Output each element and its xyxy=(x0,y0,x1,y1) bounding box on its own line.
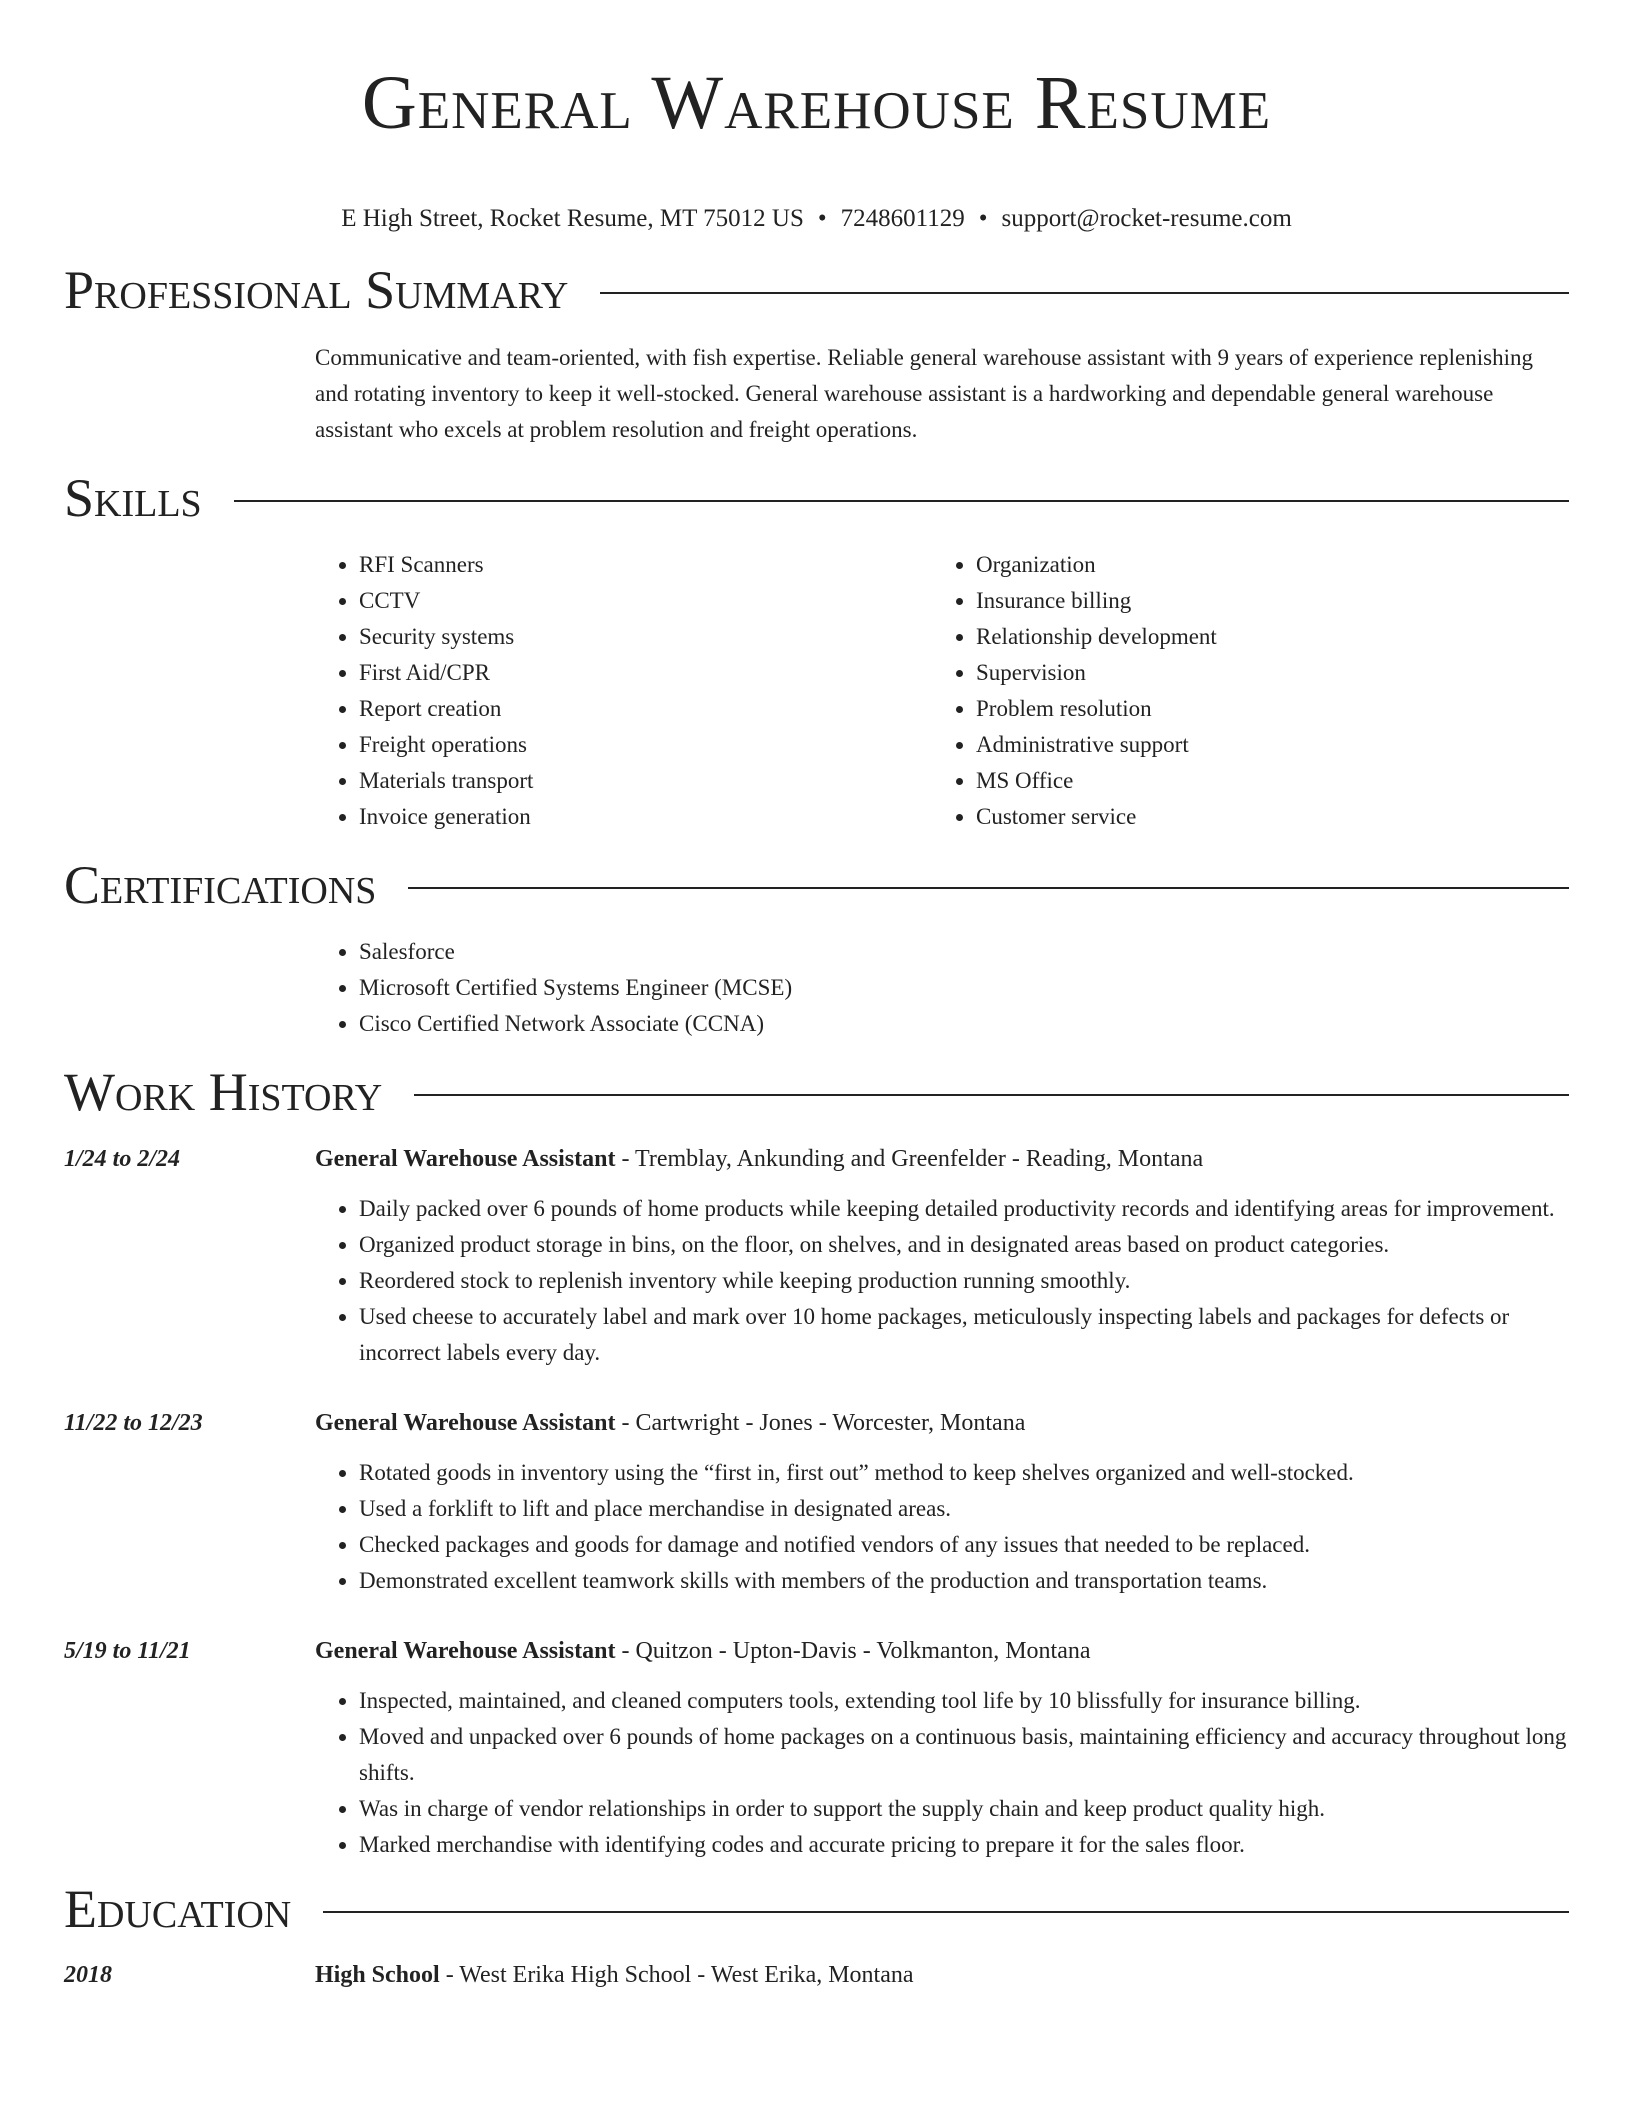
skill-item: • CCTV xyxy=(359,583,932,619)
job-bullet: • Moved and unpacked over 6 pounds of home packages on a continuous basis, maintaining efficiency and accuracy throughout long shifts. xyxy=(359,1719,1569,1791)
job-bullet: • Used a forklift to lift and place merchandise in designated areas. xyxy=(359,1491,1569,1527)
skills-column-right xyxy=(932,547,1552,835)
education-heading: Education xyxy=(64,1879,292,1939)
job-bullet: • Reordered stock to replenish inventory while keeping production running smoothly. xyxy=(359,1263,1569,1299)
job-title: General Warehouse Assistant xyxy=(315,1410,616,1436)
skill-item: • Insurance billing xyxy=(976,583,1552,619)
section-divider xyxy=(600,292,1569,294)
skill-item: • Security systems xyxy=(359,619,932,655)
certifications-section-header xyxy=(64,853,1569,917)
job-bullet: • Checked packages and goods for damage and notified vendors of any issues that needed to be replaced. xyxy=(359,1527,1569,1563)
job-bullet: • Marked merchandise with identifying codes and accurate pricing to prepare it for the sales floor. xyxy=(359,1827,1569,1863)
job-bullet: • Was in charge of vendor relationships in order to support the supply chain and keep product quality high. xyxy=(359,1791,1569,1827)
skill-item: • Customer service xyxy=(976,799,1552,835)
education-heading-line xyxy=(315,1957,914,1993)
job-bullet: • Organized product storage in bins, on the floor, on shelves, and in designated areas based on product categories. xyxy=(359,1227,1569,1263)
job-bullets xyxy=(315,1455,1569,1599)
job-entry xyxy=(64,1141,1569,1371)
skill-item: • Problem resolution xyxy=(976,691,1552,727)
contact-address: E High Street, Rocket Resume, MT 75012 US xyxy=(341,205,804,232)
job-entry xyxy=(64,1405,1569,1599)
work-history-section-header xyxy=(64,1060,1569,1124)
education-year: 2018 xyxy=(64,1962,112,1988)
skill-item: • Report creation xyxy=(359,691,932,727)
job-dates: 11/22 to 12/23 xyxy=(64,1410,203,1436)
section-divider xyxy=(414,1094,1569,1096)
certification-item: • Cisco Certified Network Associate (CCNA) xyxy=(359,1006,1569,1042)
job-employer: - Quitzon - Upton-Davis - Volkmanton, Montana xyxy=(615,1638,1091,1664)
job-bullet: • Demonstrated excellent teamwork skills with members of the production and transportation teams. xyxy=(359,1563,1569,1599)
job-employer: - Cartwright - Jones - Worcester, Montana xyxy=(615,1410,1026,1436)
job-header xyxy=(64,1633,1569,1669)
certification-item: • Microsoft Certified Systems Engineer (MCSE) xyxy=(359,970,1569,1006)
skill-item: • RFI Scanners xyxy=(359,547,932,583)
job-dates: 5/19 to 11/21 xyxy=(64,1638,191,1664)
skill-item: • Materials transport xyxy=(359,763,932,799)
job-bullet: • Daily packed over 6 pounds of home products while keeping detailed productivity records and identifying areas for improvement. xyxy=(359,1191,1569,1227)
skill-item: • Organization xyxy=(976,547,1552,583)
certifications-list xyxy=(315,934,1569,1042)
certification-item: • Salesforce xyxy=(359,934,1569,970)
skill-item: • Freight operations xyxy=(359,727,932,763)
skill-item: • First Aid/CPR xyxy=(359,655,932,691)
education-header xyxy=(64,1957,1569,1993)
job-header xyxy=(64,1405,1569,1441)
summary-text: Communicative and team-oriented, with fish expertise. Reliable general warehouse assistant with 9 years of experience replenishing and rotating inventory to keep it well-stocked. General warehouse assistant is a hardworking and dependable general warehouse assistant who excels at problem resolution and freight operations. xyxy=(315,345,1533,442)
contact-separator: • xyxy=(978,205,988,232)
job-employer: - Tremblay, Ankunding and Greenfelder - Reading, Montana xyxy=(615,1146,1204,1172)
job-heading xyxy=(315,1405,1025,1441)
skill-item: • Supervision xyxy=(976,655,1552,691)
resume-page xyxy=(64,0,1569,1993)
skills-column-left xyxy=(315,547,932,835)
summary-section-header xyxy=(64,258,1569,322)
work-history-heading: Work History xyxy=(64,1062,383,1122)
section-divider xyxy=(408,887,1569,889)
job-title: General Warehouse Assistant xyxy=(315,1146,616,1172)
skill-item: • Relationship development xyxy=(976,619,1552,655)
job-bullet: • Used cheese to accurately label and mark over 10 home packages, meticulously inspecting labels and packages for defects or incorrect labels every day. xyxy=(359,1299,1569,1371)
contact-separator: • xyxy=(817,205,827,232)
certifications-heading: Certifications xyxy=(64,855,377,915)
job-bullets xyxy=(315,1191,1569,1371)
summary-heading: Professional Summary xyxy=(64,260,569,320)
contact-line xyxy=(64,202,1569,236)
education-school: - West Erika High School - West Erika, Montana xyxy=(439,1962,914,1988)
job-bullets xyxy=(315,1683,1569,1863)
skills-section-header xyxy=(64,466,1569,530)
skill-item: • Administrative support xyxy=(976,727,1552,763)
skills-heading: Skills xyxy=(64,468,202,528)
resume-title: General Warehouse Resume xyxy=(361,61,1272,145)
contact-phone: 7248601129 xyxy=(840,205,965,232)
job-bullet: • Rotated goods in inventory using the “first in, first out” method to keep shelves organized and well-stocked. xyxy=(359,1455,1569,1491)
section-divider xyxy=(323,1911,1569,1913)
education-entry xyxy=(64,1957,1569,1993)
skill-item: • Invoice generation xyxy=(359,799,932,835)
job-heading xyxy=(315,1141,1203,1177)
contact-email: support@rocket-resume.com xyxy=(1001,205,1292,232)
education-section-header xyxy=(64,1877,1569,1941)
skills-list xyxy=(315,547,1569,835)
job-header xyxy=(64,1141,1569,1177)
education-degree: High School xyxy=(315,1962,440,1988)
job-bullet: • Inspected, maintained, and cleaned computers tools, extending tool life by 10 blissfully for insurance billing. xyxy=(359,1683,1569,1719)
job-dates: 1/24 to 2/24 xyxy=(64,1146,181,1172)
section-divider xyxy=(234,500,1569,502)
skill-item: • MS Office xyxy=(976,763,1552,799)
job-title: General Warehouse Assistant xyxy=(315,1638,616,1664)
job-entry xyxy=(64,1633,1569,1863)
job-heading xyxy=(315,1633,1091,1669)
